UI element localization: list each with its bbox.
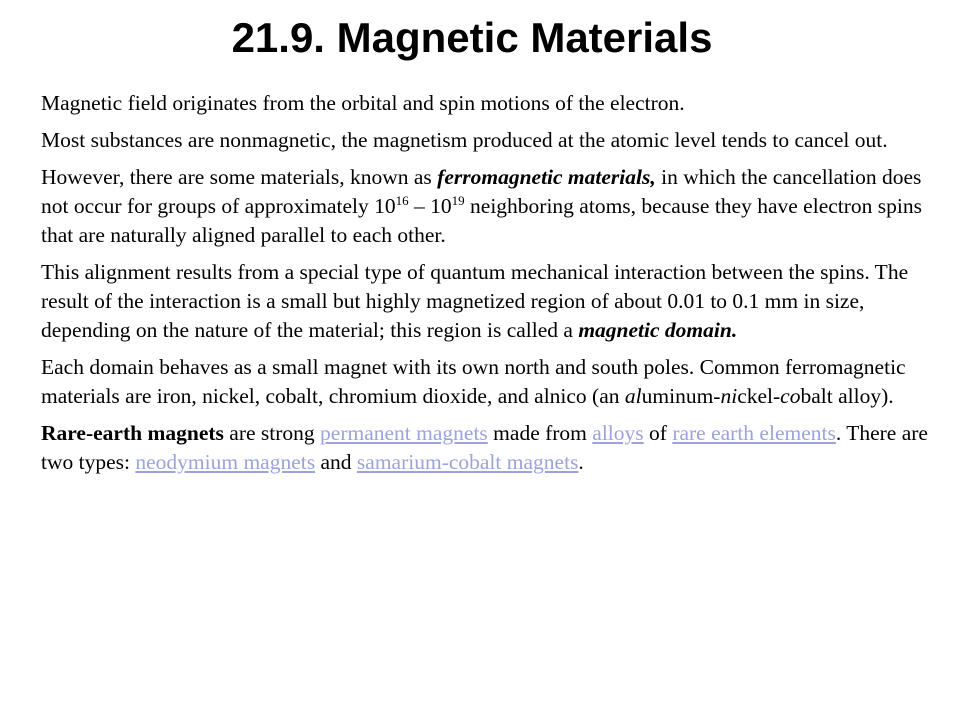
paragraph-rare-earth	[41, 419, 946, 477]
text: in which the cancellation does not occur for groups of approximately 10	[41, 165, 922, 218]
text: of	[643, 421, 673, 445]
text: balt alloy).	[800, 384, 894, 408]
text: neighboring atoms, because they have electron spins that are naturally aligned parallel to each other.	[41, 194, 922, 247]
text: – 10	[408, 194, 452, 218]
paragraph-origin: Magnetic field originates from the orbital and spin motions of the electron.	[41, 91, 685, 115]
paragraph-ferromagnetic	[41, 163, 946, 250]
text: made from	[487, 421, 593, 445]
term-rare-earth-magnets: Rare-earth magnets	[41, 421, 224, 445]
exponent-19: 19	[451, 193, 465, 208]
paragraph-domain	[41, 353, 946, 411]
paragraph-nonmagnetic: Most substances are nonmagnetic, the magnetism produced at the atomic level tends to cancel out.	[41, 128, 888, 152]
italic-ni: ni	[720, 384, 738, 408]
term-ferromagnetic-materials: ferromagnetic materials,	[437, 165, 656, 189]
term-magnetic-domain: magnetic domain.	[578, 318, 738, 342]
text: However, there are some materials, known as	[41, 165, 438, 189]
link-rare-earth-elements[interactable]: rare earth elements	[672, 421, 836, 445]
text: Each domain behaves as a small magnet with its own north and south poles. Common ferromagnetic materials are iron, nickel, cobalt, chromium dioxide, and alnico (an	[41, 355, 906, 408]
text: This alignment results from a special type of quantum mechanical interaction between the spins. The result of the interaction is a small but highly magnetized region of about 0.01 to 0.1 mm in size, depending on the nature of the material; this region is called a	[41, 260, 909, 342]
text: . There are two types:	[41, 421, 928, 474]
paragraph-alignment	[41, 258, 946, 345]
link-permanent-magnets[interactable]: permanent magnets	[320, 421, 488, 445]
italic-co: co	[780, 384, 801, 408]
slide-title: 21.9. Magnetic Materials	[231, 14, 713, 61]
link-alloys[interactable]: alloys	[592, 421, 644, 445]
italic-al: al	[624, 384, 642, 408]
link-samarium-cobalt-magnets[interactable]: samarium-cobalt magnets	[356, 450, 579, 474]
slide-body	[41, 89, 946, 485]
text: and	[315, 450, 357, 474]
text: uminum-	[641, 384, 721, 408]
link-neodymium-magnets[interactable]: neodymium magnets	[135, 450, 316, 474]
text: are strong	[223, 421, 321, 445]
exponent-16: 16	[395, 193, 409, 208]
text: .	[578, 450, 584, 474]
text: ckel-	[737, 384, 781, 408]
